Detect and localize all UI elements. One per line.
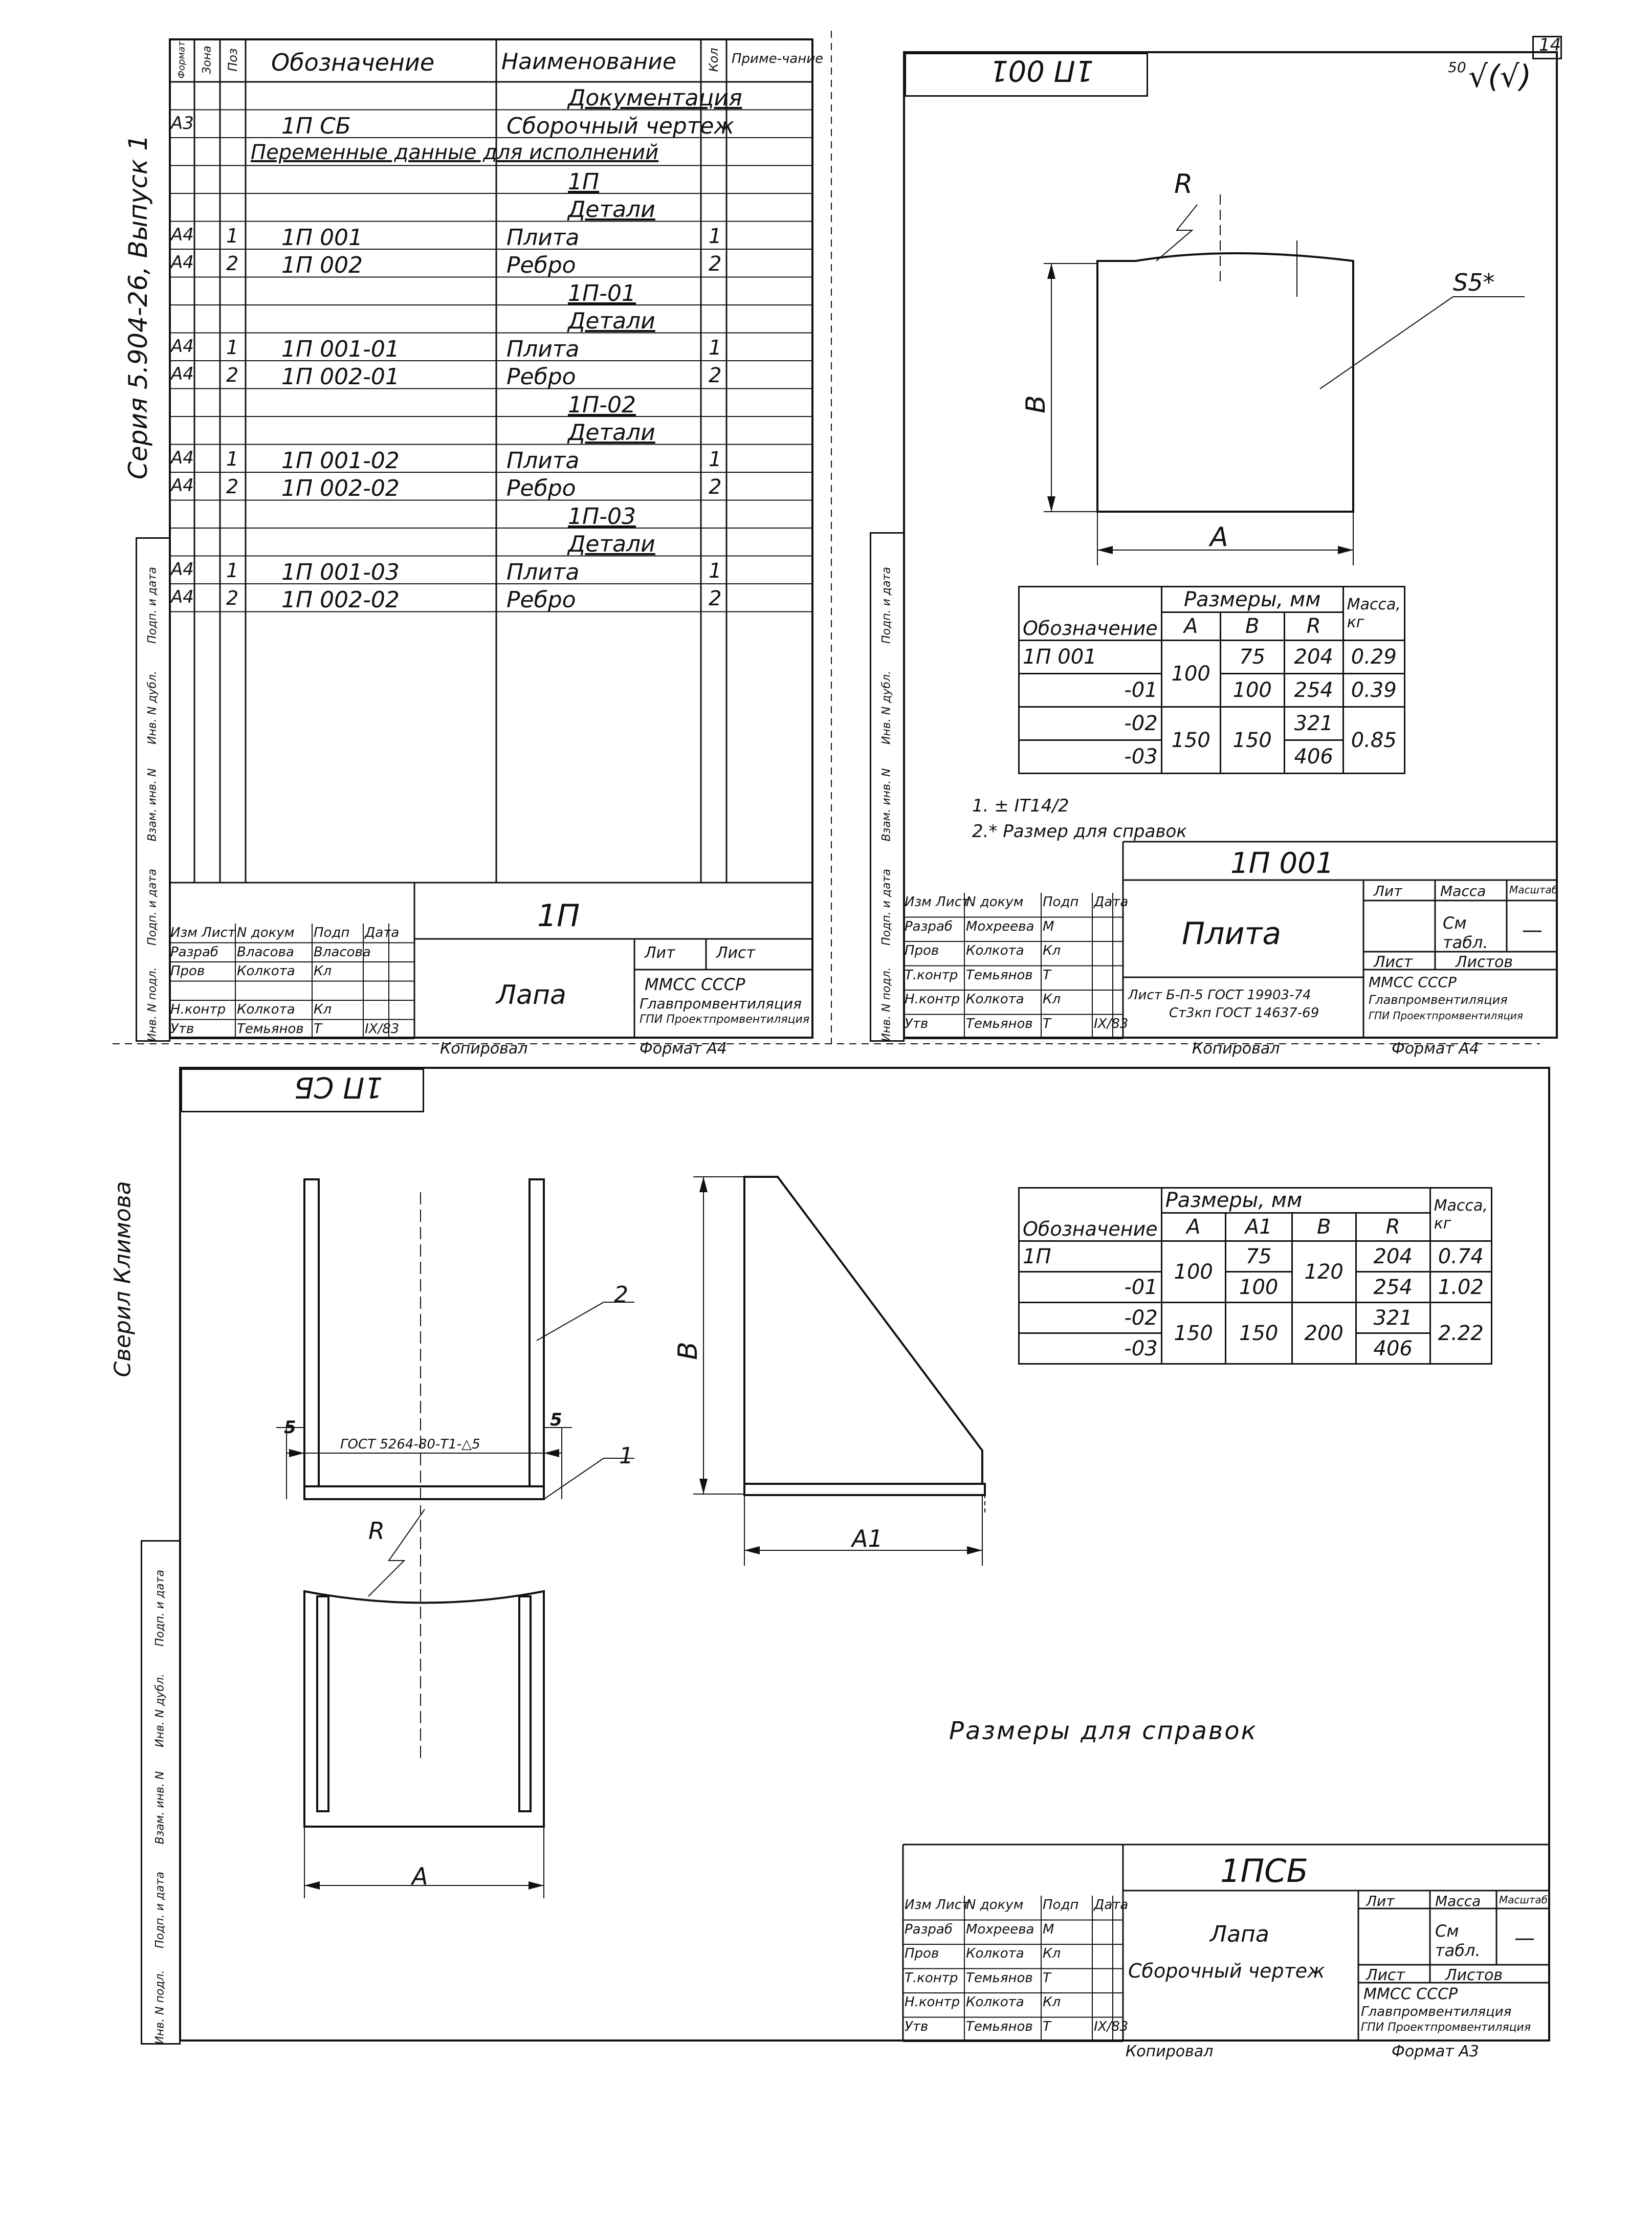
title-block-name: Колкота <box>966 992 1024 1007</box>
table-row <box>169 138 813 166</box>
spec-cell-name: Детали <box>568 196 655 223</box>
title-block-date: IX/83 <box>1094 1016 1129 1032</box>
part-th-mass: Масса, кг <box>1343 587 1404 641</box>
part-material-1: Лист Б-П-5 ГОСТ 19903-74 <box>1128 988 1311 1003</box>
part-mass-label: Масса <box>1440 883 1486 899</box>
spec-cell-name: 1П <box>568 168 600 195</box>
spec-cell-name: Ребро <box>506 364 576 390</box>
title-block-name: Мохреева <box>966 918 1034 934</box>
title-block-name: Колкота <box>966 1946 1024 1961</box>
spec-header-note: Приме-чание <box>732 51 824 67</box>
asm-org-1: ММСС СССР <box>1363 1985 1458 2003</box>
title-block-sig: Подп <box>314 925 350 940</box>
spec-cell-name: Плита <box>506 224 580 251</box>
table-row <box>169 416 813 445</box>
part-th-sizes: Размеры, мм <box>1161 587 1343 612</box>
spec-margin-stamp: Инв. N подл. Подп. и дата Взам. инв. N Инв. N дубл. Подп. и дата <box>136 537 170 1042</box>
title-block-name: Колкота <box>966 943 1024 958</box>
title-block-name: Колкотa <box>237 963 295 979</box>
spec-header-pos: Поз <box>226 48 240 72</box>
table-row <box>169 305 813 333</box>
spec-cell-des: 1П 002-01 <box>281 364 400 390</box>
spec-cell-name: Плита <box>506 559 580 585</box>
part-title-block <box>903 842 1558 1039</box>
part-mass-val: См табл. <box>1443 913 1488 952</box>
asm-doc-code: 1ПСБ <box>1220 1852 1308 1890</box>
part-org-1: ММСС СССР <box>1369 974 1457 991</box>
spec-sheet-label: Лист <box>716 944 756 962</box>
table-row <box>169 389 813 417</box>
title-block-role: Утв <box>905 2018 929 2034</box>
asm-label-R: R <box>368 1517 385 1545</box>
title-block-role: Изм Лист <box>905 894 970 910</box>
part-size-table: Обозначение Размеры, мм Масса, кг А В R 1П 001 100 75 204 0.29 -01 100 254 0.39 -02 150 150 321 0.85 -03 406 <box>1018 586 1405 774</box>
title-block-name: Мохреева <box>966 1921 1034 1937</box>
asm-margin-stamp: Инв. N подл. Подп. и дата Взам. инв. N Инв. N дубл. Подп. и дата <box>141 1540 181 2045</box>
title-block-role: Утв <box>170 1021 194 1037</box>
spec-doc-code: 1П <box>537 898 580 934</box>
spec-cell-name: Детали <box>568 531 655 557</box>
spec-cell-name: Плита <box>506 336 580 362</box>
spec-cell-pos: 1 <box>226 224 239 247</box>
title-block-sig: Т <box>1043 1970 1051 1986</box>
spec-header-designation: Обозначение <box>271 49 435 76</box>
asm-mass-val: См табл. <box>1435 1921 1481 1960</box>
part-title: Плита <box>1182 916 1282 952</box>
title-block-role: Разраб <box>905 1921 953 1937</box>
asm-title-block <box>903 1845 1550 2042</box>
title-block-name: N докум <box>966 1897 1024 1913</box>
part-note-2: 2.* Размер для справок <box>972 821 1187 842</box>
roughness-value: 50 <box>1448 59 1466 76</box>
asm-sheet-label: Лист <box>1366 1966 1405 1984</box>
spec-cell-qty: 2 <box>709 587 722 610</box>
asm-copied: Копировал <box>1126 2043 1214 2060</box>
spec-cell-des: 1П 002 <box>281 252 363 278</box>
spec-format: Формат А4 <box>640 1040 727 1058</box>
title-block-name: Колкота <box>966 1994 1024 2010</box>
title-block-role: Разраб <box>905 918 953 934</box>
asm-label-A: А <box>412 1862 428 1890</box>
title-block-sig: Власова <box>314 944 371 960</box>
table-row <box>169 193 813 222</box>
spec-cell-des: 1П 001-03 <box>281 559 400 585</box>
title-block-role: Т.контр <box>905 967 958 983</box>
spec-cell-des: 1П 001-01 <box>281 336 400 362</box>
title-block-name: Колкота <box>237 1002 295 1017</box>
spec-cell-fmt: А4 <box>171 224 194 245</box>
part-label-R: R <box>1174 169 1193 200</box>
title-block-sig: Кл <box>1043 1994 1061 2010</box>
title-block-date: IX/83 <box>365 1021 400 1037</box>
title-block-sig: Кл <box>1043 943 1061 958</box>
table-row <box>169 222 813 250</box>
spec-cell-fmt: А4 <box>171 364 194 384</box>
part-sheets-label: Листов <box>1456 953 1513 971</box>
spec-header-qty: Кол <box>707 48 721 72</box>
page-number: 14 <box>1539 35 1561 55</box>
spec-cell-des: 1П 002-02 <box>281 587 400 613</box>
spec-table <box>169 38 824 883</box>
spec-cell-pos: 2 <box>226 475 239 498</box>
spec-cell-name: Ребро <box>506 252 576 278</box>
spec-cell-qty: 2 <box>709 364 722 387</box>
asm-sheets-label: Листов <box>1445 1966 1503 1984</box>
table-row: -02 150 150 321 0.85 <box>1019 707 1405 740</box>
title-block-sig: М <box>1043 918 1054 934</box>
asm-label-A1: А1 <box>852 1525 883 1552</box>
title-block-role: Утв <box>905 1016 929 1032</box>
spec-cell-fmt: А3 <box>171 113 194 134</box>
series-label: Серия 5.904-26, Выпуск 1 <box>123 135 153 479</box>
spec-org-2: Главпромвентиляция <box>640 995 802 1012</box>
asm-th-sizes: Размеры, мм <box>1161 1188 1430 1213</box>
spec-header-zone: Зона <box>201 46 214 74</box>
title-block-date: Дата <box>1094 894 1129 910</box>
title-block-sig: Кл <box>314 963 332 979</box>
spec-header-name: Наименование <box>501 49 676 75</box>
spec-cell-pos: 2 <box>226 252 239 275</box>
spec-cell-qty: 2 <box>709 475 722 499</box>
part-scale-dash: — <box>1522 918 1543 942</box>
spec-copied: Копировал <box>440 1040 528 1058</box>
part-org-2: Главпромвентиляция <box>1369 993 1508 1007</box>
asm-mass-label: Масса <box>1435 1893 1481 1910</box>
spec-cell-name: Документация <box>568 85 742 111</box>
title-block-sig: Подп <box>1043 894 1079 910</box>
spec-cell-name: Детали <box>568 308 655 334</box>
spec-cell-des: 1П 001-02 <box>281 447 400 474</box>
title-block-role: Н.контр <box>905 992 960 1007</box>
spec-title: Лапа <box>496 980 566 1011</box>
spec-cell-des: 1П 001 <box>281 224 363 251</box>
table-row: -03 406 <box>1019 740 1405 774</box>
table-row: -03 406 <box>1019 1333 1492 1364</box>
spec-cell-pos: 2 <box>226 587 239 609</box>
table-row: 1П 001 100 75 204 0.29 <box>1019 641 1405 674</box>
table-row <box>169 277 813 305</box>
asm-callout-1: 1 <box>619 1443 633 1469</box>
table-row <box>169 110 813 138</box>
spec-cell-name: Плита <box>506 447 580 474</box>
asm-lit-label: Лит <box>1366 1893 1395 1910</box>
table-row: -01 100 254 1.02 <box>1019 1272 1492 1303</box>
title-block-sig: Кл <box>1043 992 1061 1007</box>
spec-lit-label: Лит <box>645 944 675 962</box>
table-row <box>169 166 813 194</box>
spec-cell-fmt: А4 <box>171 475 194 496</box>
title-block-date: Дата <box>365 925 400 940</box>
part-org-3: ГПИ Проектпромвентиляция <box>1369 1010 1523 1022</box>
part-sheet-label: Лист <box>1374 953 1413 971</box>
table-row: 1П 100 75 120 204 0.74 <box>1019 1241 1492 1272</box>
part-format: Формат А4 <box>1392 1040 1479 1058</box>
title-block-role: Н.контр <box>170 1002 226 1017</box>
spec-cell-fmt: А4 <box>171 559 194 580</box>
spec-cell-pos: 1 <box>226 336 239 359</box>
table-row <box>169 82 813 110</box>
margin-signature: Сверил Климова <box>109 1181 136 1377</box>
table-row <box>169 556 813 584</box>
asm-format: Формат А3 <box>1392 2043 1479 2060</box>
part-lit-label: Лит <box>1374 883 1402 899</box>
spec-cell-qty: 1 <box>709 559 722 583</box>
part-label-B: В <box>1021 395 1051 413</box>
asm-callout-2: 2 <box>614 1282 628 1308</box>
spec-cell-pos: 1 <box>226 559 239 582</box>
title-block-sig: М <box>1043 1921 1054 1937</box>
asm-title-2: Сборочный чертеж <box>1128 1960 1325 1982</box>
spec-org-1: ММСС СССР <box>645 975 745 994</box>
table-row <box>169 249 813 277</box>
part-scale-label: Масштаб <box>1509 884 1558 896</box>
table-row <box>169 445 813 473</box>
asm-title-1: Лапа <box>1210 1921 1269 1947</box>
table-row: -01 100 254 0.39 <box>1019 674 1405 707</box>
spec-cell-name: Ребро <box>506 587 576 613</box>
spec-cell-fmt: А4 <box>171 587 194 607</box>
asm-scale-label: Масштаб <box>1499 1894 1548 1906</box>
asm-dim5-left: 5 <box>284 1417 296 1438</box>
title-block-role: Изм Лист <box>170 925 236 940</box>
asm-size-table: Обозначение Размеры, мм Масса, кг А А1 В R 1П 100 75 120 204 0.74 -01 100 254 1.02 -02 150 150 200 321 2.22 -03 406 <box>1018 1187 1492 1365</box>
title-block-role: Т.контр <box>905 1970 958 1986</box>
spec-cell-pos: 1 <box>226 447 239 470</box>
spec-cell-qty: 2 <box>709 252 722 276</box>
title-block-role: Изм Лист <box>905 1897 970 1913</box>
asm-scale-dash: — <box>1514 1926 1535 1950</box>
title-block-role: Пров <box>905 1946 939 1961</box>
asm-rotated-code: 1П СБ <box>294 1070 383 1104</box>
asm-label-B: В <box>673 1342 703 1360</box>
title-block-role: Пров <box>170 963 205 979</box>
part-margin-stamp: Инв. N подл. Подп. и дата Взам. инв. N Инв. N дубл. Подп. и дата <box>870 532 905 1042</box>
spec-cell-des: Переменные данные для исполнений <box>251 141 659 164</box>
part-rotated-code: 1П 001 <box>990 54 1094 87</box>
spec-title-block <box>169 883 813 1039</box>
part-note-1: 1. ± IT14/2 <box>972 796 1069 816</box>
title-block-sig: Т <box>1043 1016 1051 1032</box>
spec-cell-fmt: А4 <box>171 336 194 357</box>
roughness-symbol: √(√) <box>1468 59 1532 95</box>
asm-org-2: Главпромвентиляция <box>1361 2004 1512 2020</box>
spec-cell-qty: 1 <box>709 336 722 360</box>
title-block-role: Разраб <box>170 944 218 960</box>
title-block-name: Власова <box>237 944 294 960</box>
title-block-date: IX/83 <box>1094 2018 1129 2034</box>
asm-weld-label: ГОСТ 5264-80-Т1-△5 <box>340 1437 480 1452</box>
title-block-name: N докум <box>237 925 295 940</box>
part-copied: Копировал <box>1192 1040 1280 1058</box>
table-row: -02 150 150 200 321 2.22 <box>1019 1303 1492 1333</box>
asm-th-des: Обозначение <box>1019 1188 1162 1241</box>
title-block-sig: Кл <box>314 1002 332 1017</box>
spec-cell-name: Ребро <box>506 475 576 501</box>
asm-rotated-code-box <box>181 1068 424 1112</box>
asm-th-mass: Масса, кг <box>1430 1188 1491 1241</box>
title-block-name: N докум <box>966 894 1024 910</box>
spec-cell-name: 1П-03 <box>568 503 636 530</box>
table-row <box>169 361 813 389</box>
spec-cell-qty: 1 <box>709 447 722 471</box>
spec-cell-name: Сборочный чертеж <box>506 113 735 139</box>
title-block-name: Темьянов <box>966 1970 1033 1986</box>
part-label-A: А <box>1210 522 1228 553</box>
title-block-sig: Кл <box>1043 1946 1061 1961</box>
part-label-thickness: S5* <box>1453 269 1495 296</box>
title-block-sig: Т <box>1043 2018 1051 2034</box>
title-block-sig: Т <box>314 1021 322 1037</box>
spec-header-format: Формат <box>176 41 187 79</box>
part-th-des: Обозначение <box>1019 587 1162 641</box>
asm-dim5-right: 5 <box>550 1410 562 1430</box>
title-block-name: Темьянов <box>966 2018 1033 2034</box>
part-rotated-code-box <box>905 53 1148 97</box>
asm-note: Размеры для справок <box>949 1717 1258 1745</box>
table-row <box>169 472 813 500</box>
table-row <box>169 500 813 529</box>
title-block-name: Темьянов <box>966 967 1033 983</box>
spec-cell-fmt: А4 <box>171 447 194 468</box>
part-doc-code: 1П 001 <box>1230 847 1334 880</box>
spec-cell-name: 1П-02 <box>568 391 636 418</box>
spec-cell-des: 1П 002-02 <box>281 475 400 501</box>
spec-org-3: ГПИ Проектпромвентиляция <box>640 1013 810 1026</box>
title-block-role: Пров <box>905 943 939 958</box>
title-block-sig: Подп <box>1043 1897 1079 1913</box>
spec-cell-pos: 2 <box>226 364 239 386</box>
title-block-sig: Т <box>1043 967 1051 983</box>
table-row <box>169 528 813 556</box>
asm-org-3: ГПИ Проектпромвентиляция <box>1361 2021 1531 2034</box>
table-row <box>169 584 813 612</box>
spec-cell-name: 1П-01 <box>568 280 636 306</box>
table-row <box>169 333 813 361</box>
spec-cell-name: Детали <box>568 420 655 446</box>
part-material-2: Ст3кп ГОСТ 14637-69 <box>1169 1005 1319 1021</box>
title-block-role: Н.контр <box>905 1994 960 2010</box>
title-block-name: Темьянов <box>237 1021 304 1037</box>
title-block-name: Темьянов <box>966 1016 1033 1032</box>
spec-cell-qty: 1 <box>709 224 722 248</box>
spec-cell-des: 1П СБ <box>281 113 351 139</box>
spec-cell-fmt: А4 <box>171 252 194 273</box>
title-block-date: Дата <box>1094 1897 1129 1913</box>
